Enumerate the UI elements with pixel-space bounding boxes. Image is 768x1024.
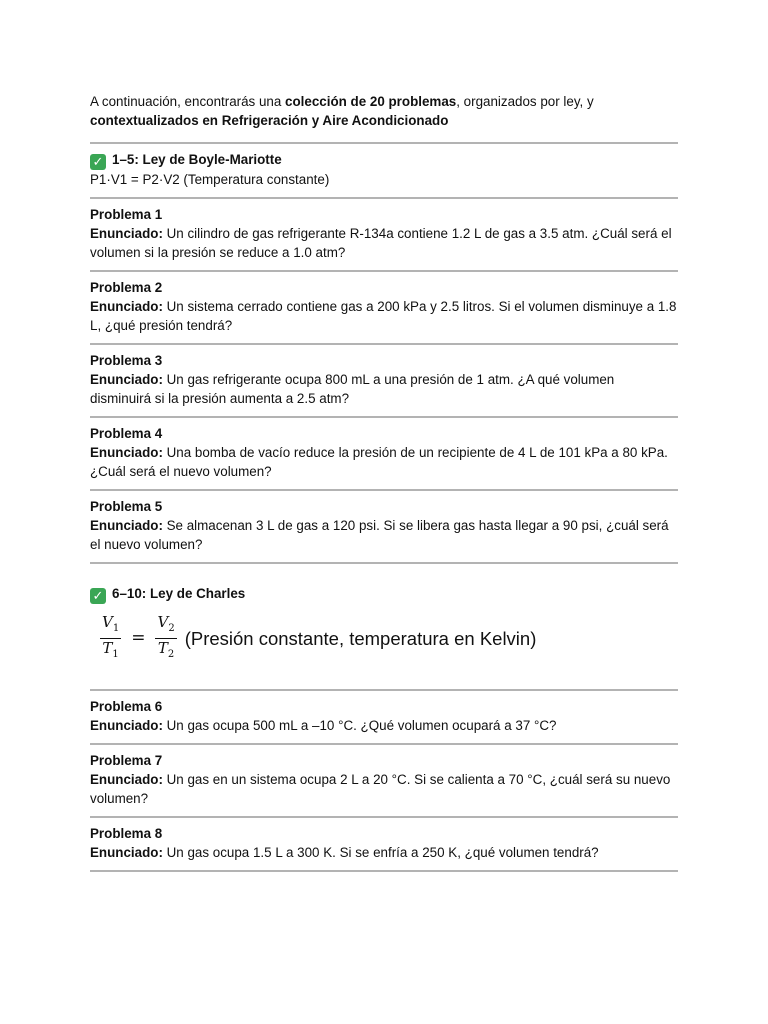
intro-text-2: , organizados por ley, y [456,94,594,109]
statement-label: Enunciado: [90,299,163,314]
charles-formula-note: (Presión constante, temperatura en Kelvin) [184,628,537,649]
charles-formula [100,614,678,663]
problem-title: Problema 5 [90,499,163,514]
statement-text: Un gas ocupa 500 mL a –10 °C. ¿Qué volumen ocupará a 37 °C? [162,718,557,733]
problem-statement [90,443,678,481]
statement-label: Enunciado: [90,718,163,733]
check-mark-icon: ✓ [90,588,106,604]
statement-label: Enunciado: [90,845,163,860]
problem-statement [90,770,678,808]
problem-item [90,199,678,270]
problem-title: Problema 3 [90,353,163,368]
problem-title: Problema 8 [90,826,163,841]
fraction-v1-t1: $\frac{V_1}{T_1}$ [102,613,120,660]
problem-item [90,691,678,743]
problem-title: Problema 4 [90,426,163,441]
section-boyle-header [90,144,678,197]
problem-title: Problema 7 [90,753,163,768]
statement-text: Un gas en un sistema ocupa 2 L a 20 °C. Si se calienta a 70 °C, ¿cuál será su nuevo volumen? [90,772,671,806]
section-title: 1–5: Ley de Boyle-Mariotte [112,152,282,167]
intro-bold-context: contextualizados en Refrigeración y Aire Acondicionado [90,113,449,128]
problem-item [90,272,678,343]
divider [90,870,678,872]
check-mark-icon: ✓ [90,154,106,170]
statement-text: Un cilindro de gas refrigerante R-134a contiene 1.2 L de gas a 3.5 atm. ¿Cuál será el volumen si la presión se reduce a 1.0 atm? [90,226,672,260]
statement-label: Enunciado: [90,445,163,460]
problem-item [90,418,678,489]
problem-statement [90,843,678,862]
statement-label: Enunciado: [90,772,163,787]
statement-text: Una bomba de vacío reduce la presión de un recipiente de 4 L de 101 kPa a 80 kPa. ¿Cuál será el nuevo volumen? [90,445,668,479]
document-page [90,92,678,872]
problem-statement [90,516,678,554]
fraction-v2-t2: $\frac{V_2}{T_2}$ [157,613,175,660]
problem-statement [90,716,678,735]
problem-item [90,745,678,816]
problem-title: Problema 6 [90,699,163,714]
problem-item [90,818,678,870]
statement-label: Enunciado: [90,372,163,387]
intro-bold-count: colección de 20 problemas [285,94,457,109]
statement-text: Se almacenan 3 L de gas a 120 psi. Si se libera gas hasta llegar a 90 psi, ¿cuál será el nuevo volumen? [90,518,669,552]
section-title: 6–10: Ley de Charles [112,586,246,601]
problem-statement [90,224,678,262]
equals-sign: = [131,628,146,648]
spacer [90,564,678,578]
problem-item [90,345,678,416]
boyle-formula: P1·V1 = P2·V2 (Temperatura constante) [90,172,330,187]
intro-text: A continuación, encontrarás una [90,94,286,109]
statement-text: Un gas ocupa 1.5 L a 300 K. Si se enfría a 250 K, ¿qué volumen tendrá? [162,845,599,860]
problem-title: Problema 1 [90,207,163,222]
intro-paragraph [90,92,678,130]
statement-text: Un sistema cerrado contiene gas a 200 kPa y 2.5 litros. Si el volumen disminuye a 1.8 L, ¿qué presión tendrá? [90,299,677,333]
section-charles-header [90,578,678,663]
statement-label: Enunciado: [90,518,163,533]
statement-text: Un gas refrigerante ocupa 800 mL a una presión de 1 atm. ¿A qué volumen disminuirá si la presión aumenta a 2.5 atm? [90,372,615,406]
problem-item [90,491,678,562]
problem-title: Problema 2 [90,280,163,295]
problem-statement [90,297,678,335]
problem-statement [90,370,678,408]
statement-label: Enunciado: [90,226,163,241]
